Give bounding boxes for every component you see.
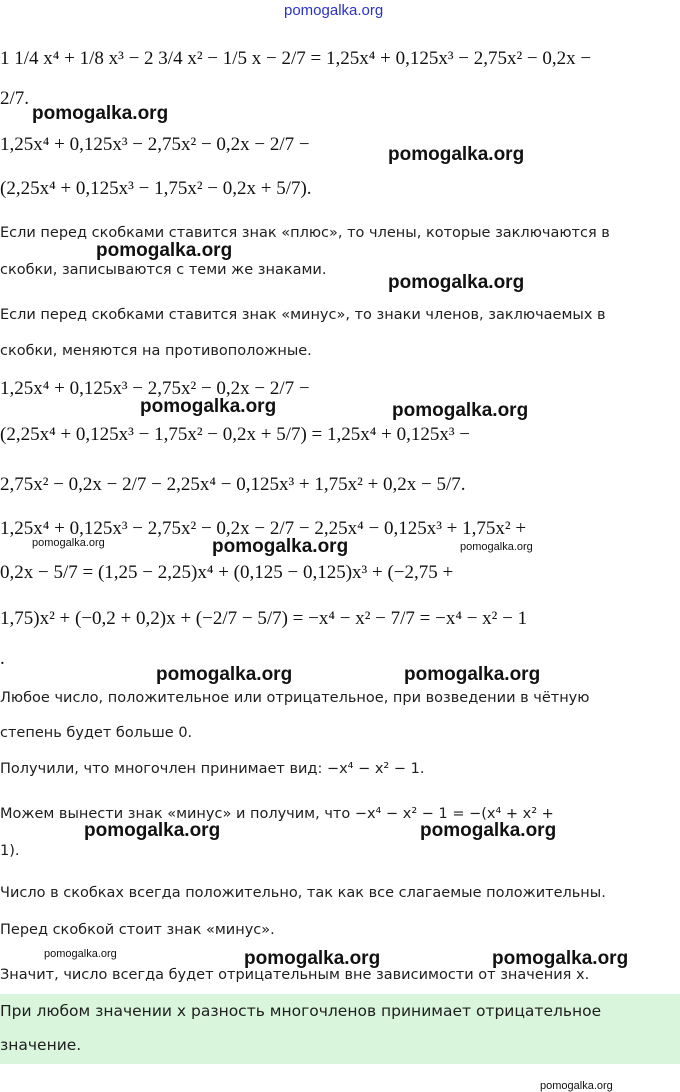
watermark: pomogalka.org [212, 536, 349, 557]
watermark: pomogalka.org [540, 1080, 613, 1092]
conclusion-line-2: значение. [0, 1036, 82, 1054]
watermark: pomogalka.org [96, 240, 233, 261]
text-line-5: Любое число, положительное или отрицательное, при возведении в чётную [0, 690, 590, 706]
watermark: pomogalka.org [388, 144, 525, 165]
text-line-8: Можем вынести знак «минус» и получим, что −x⁴ − x² − 1 = −(x⁴ + x² + [0, 806, 554, 822]
math-line-4: (2,25x⁴ + 0,125x³ − 1,75x² − 0,2x + 5/7). [0, 178, 312, 199]
watermark: pomogalka.org [420, 820, 557, 841]
math-line-3: 1,25x⁴ + 0,125x³ − 2,75x² − 0,2x − 2/7 − [0, 134, 310, 155]
text-line-7: Получили, что многочлен принимает вид: −x⁴ − x² − 1. [0, 761, 425, 777]
watermark: pomogalka.org [32, 103, 169, 124]
watermark: pomogalka.org [84, 820, 221, 841]
watermark: pomogalka.org [492, 948, 629, 969]
math-line-2: 2/7. [0, 88, 30, 109]
watermark: pomogalka.org [44, 948, 117, 960]
watermark: pomogalka.org [156, 664, 293, 685]
watermark-top-link[interactable]: pomogalka.org [284, 2, 384, 19]
text-line-4: скобки, меняются на противоположные. [0, 343, 312, 359]
watermark: pomogalka.org [392, 400, 529, 421]
watermark: pomogalka.org [244, 948, 381, 969]
math-line-9: 0,2x − 5/7 = (1,25 − 2,25)x⁴ + (0,125 − 0,125)x³ + (−2,75 + [0, 562, 454, 583]
math-line-6: (2,25x⁴ + 0,125x³ − 1,75x² − 0,2x + 5/7) = 1,25x⁴ + 0,125x³ − [0, 424, 471, 445]
math-line-8: 1,25x⁴ + 0,125x³ − 2,75x² − 0,2x − 2/7 − 2,25x⁴ − 0,125x³ + 1,75x² + [0, 518, 527, 539]
math-line-5: 1,25x⁴ + 0,125x³ − 2,75x² − 0,2x − 2/7 − [0, 378, 310, 399]
watermark: pomogalka.org [140, 396, 277, 417]
conclusion-highlight [0, 994, 680, 1064]
math-line-7: 2,75x² − 0,2x − 2/7 − 2,25x⁴ − 0,125x³ + 1,75x² + 0,2x − 5/7. [0, 474, 466, 495]
text-line-9: 1). [0, 843, 20, 859]
watermark: pomogalka.org [32, 537, 105, 549]
text-line-6: степень будет больше 0. [0, 725, 193, 741]
math-line-10: 1,75)x² + (−0,2 + 0,2)x + (−2/7 − 5/7) = −x⁴ − x² − 7/7 = −x⁴ − x² − 1 [0, 608, 528, 629]
text-line-12: Значит, число всегда будет отрицательным вне зависимости от значения x. [0, 967, 590, 983]
math-line-1: 1 1/4 x⁴ + 1/8 x³ − 2 3/4 x² − 1/5 x − 2/7 = 1,25x⁴ + 0,125x³ − 2,75x² − 0,2x − [0, 48, 592, 69]
conclusion-line-1: При любом значении x разность многочленов принимает отрицательное [0, 1002, 602, 1020]
math-line-11: . [0, 648, 5, 669]
text-line-2: скобки, записываются с теми же знаками. [0, 262, 327, 278]
watermark: pomogalka.org [404, 664, 541, 685]
text-line-3: Если перед скобками ставится знак «минус», то знаки членов, заключаемых в [0, 307, 606, 323]
text-line-1: Если перед скобками ставится знак «плюс», то члены, которые заключаются в [0, 225, 610, 241]
text-line-11: Перед скобкой стоит знак «минус». [0, 922, 275, 938]
text-line-10: Число в скобках всегда положительно, так как все слагаемые положительны. [0, 885, 606, 901]
watermark: pomogalka.org [460, 541, 533, 553]
watermark: pomogalka.org [388, 272, 525, 293]
